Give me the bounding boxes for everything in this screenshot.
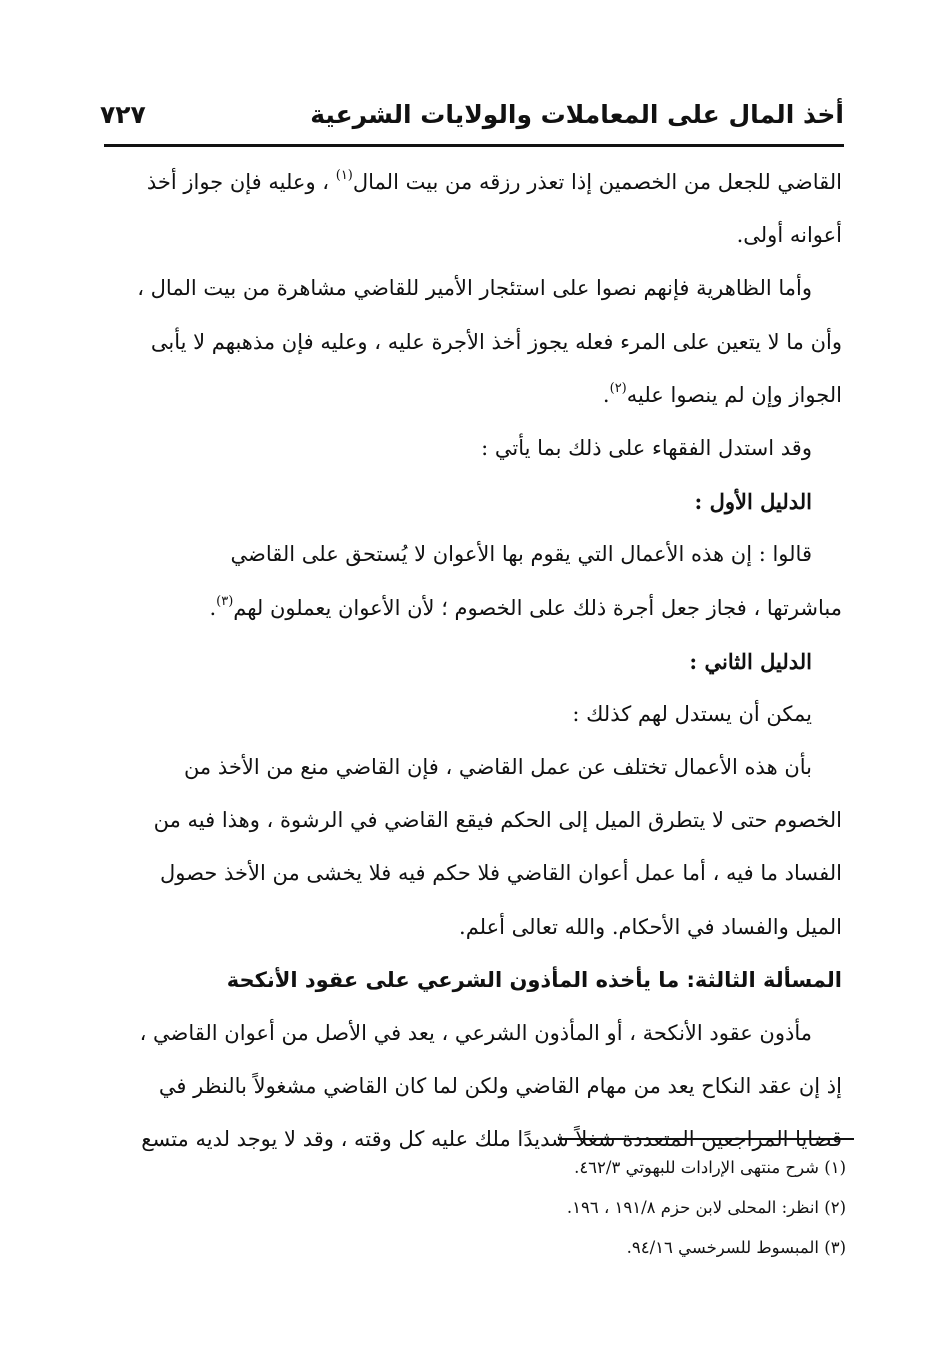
subheading-second-evidence: الدليل الثاني : <box>689 648 812 674</box>
text-line: بأن هذه الأعمال تختلف عن عمل القاضي ، فإن القاضي منع من الأخذ من <box>183 755 812 780</box>
text-line: مباشرتها ، فجاز جعل أجرة ذلك على الخصوم ؛ لأن الأعوان يعملون لهم$^{(٣)}$. <box>209 593 842 620</box>
footnote-ref: (٢) <box>609 380 627 396</box>
text-line: الميل والفساد في الأحكام. والله تعالى أعلم. <box>459 914 842 939</box>
footnote-divider <box>558 1138 854 1140</box>
text-line: أعوانه أولى. <box>736 223 842 248</box>
page-number: ٧٢٧ <box>100 99 146 129</box>
text-line: وأما الظاهرية فإنهم نصوا على استئجار الأمير للقاضي مشاهرة من بيت المال ، <box>137 276 812 301</box>
footnote: (٣) المبسوط للسرخسي ٩٤/١٦. <box>626 1238 846 1257</box>
text-line: يمكن أن يستدل لهم كذلك : <box>572 701 812 726</box>
text-line: الفساد ما فيه ، أما عمل أعوان القاضي فلا حكم فيه فلا يخشى من الأخذ حصول <box>160 861 842 886</box>
text-line: الجواز وإن لم ينصوا عليه$^{(٢)}$. <box>602 380 842 407</box>
section-heading: المسألة الثالثة: ما يأخذه المأذون الشرعي على عقود الأنكحة <box>226 967 842 992</box>
subheading-first-evidence: الدليل الأول : <box>694 489 812 515</box>
main-text <box>104 156 842 1167</box>
text-line: مأذون عقود الأنكحة ، أو المأذون الشرعي ، يعد في الأصل من أعوان القاضي ، <box>139 1021 812 1045</box>
header-divider <box>104 144 844 147</box>
footnote-ref: (٣) <box>216 593 234 609</box>
text-line: قضايا المراجعين المتعددة شغلاً شديدًا ملك عليه كل وقته ، وقد لا يوجد لديه متسع <box>141 1127 842 1152</box>
text-line: إذ إن عقد النكاح يعد من مهام القاضي ولكن لما كان القاضي مشغولاً بالنظر في <box>158 1074 842 1099</box>
text-line: وقد استدل الفقهاء على ذلك بما يأتي : <box>481 435 812 460</box>
running-title: أخذ المال على المعاملات والولايات الشرعية <box>310 99 844 129</box>
text-line: وأن ما لا يتعين على المرء فعله يجوز أخذ الأجرة عليه ، وعليه فإن مذهبهم لا يأبى <box>150 329 842 354</box>
text-line: القاضي للجعل من الخصمين إذا تعذر رزقه من بيت المال$^{(١)}$ ، وعليه فإن جواز أخذ <box>146 168 842 194</box>
running-header <box>100 92 844 136</box>
footnote: (١) شرح منتهى الإرادات للبهوتي ٤٦٢/٣. <box>574 1158 846 1177</box>
footnote: (٢) انظر: المحلى لابن حزم ١٩١/٨ ، ١٩٦. <box>566 1198 846 1217</box>
footnote-ref: (١) <box>335 168 353 183</box>
footnotes <box>104 1148 846 1268</box>
text-line: قالوا : إن هذه الأعمال التي يقوم بها الأعوان لا يُستحق على القاضي <box>230 542 812 567</box>
text-line: الخصوم حتى لا يتطرق الميل إلى الحكم فيقع القاضي في الرشوة ، وهذا فيه من <box>153 808 842 833</box>
